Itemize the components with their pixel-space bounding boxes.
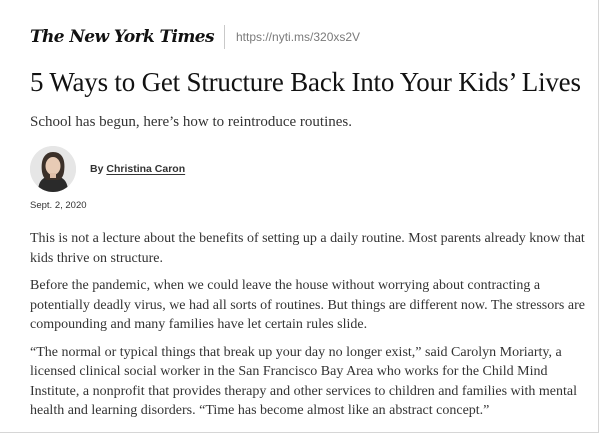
header-divider (224, 25, 225, 49)
author-name-link[interactable]: Christina Caron (106, 163, 186, 175)
article-body (30, 229, 590, 429)
article-headline: 5 Ways to Get Structure Back Into Your Kids’ Lives (30, 67, 581, 97)
article-paragraph: “The normal or typical things that break up your day no longer exist,” said Carolyn Moriarty, a licensed clinical social worker in the San Francisco Bay Area who works for the Child Mind Institute, a nonprofit that provides therapy and other services to children and families with mental health and learning disorders. “Time has become almost like an abstract concept.” (30, 344, 578, 418)
article-paragraph: This is not a lecture about the benefits of setting up a daily routine. Most parents already know that kids thrive on structure. (30, 231, 585, 266)
byline (30, 146, 185, 192)
short-url-link[interactable]: https://nyti.ms/320xs2V (236, 30, 361, 44)
article-paragraph: Before the pandemic, when we could leave the house without worrying about contracting a potentially deadly virus, we had all sorts of routines. But things are different now. The stressors are compounding and many families have let certain rules slide. (30, 278, 585, 332)
author-avatar (30, 146, 76, 192)
masthead (30, 22, 360, 52)
byline-text (90, 163, 185, 175)
publish-date: Sept. 2, 2020 (30, 200, 87, 211)
nyt-logo[interactable]: The New York Times (30, 27, 214, 47)
article-summary: School has begun, here’s how to reintroduce routines. (30, 114, 353, 130)
byline-prefix: By (90, 163, 104, 175)
